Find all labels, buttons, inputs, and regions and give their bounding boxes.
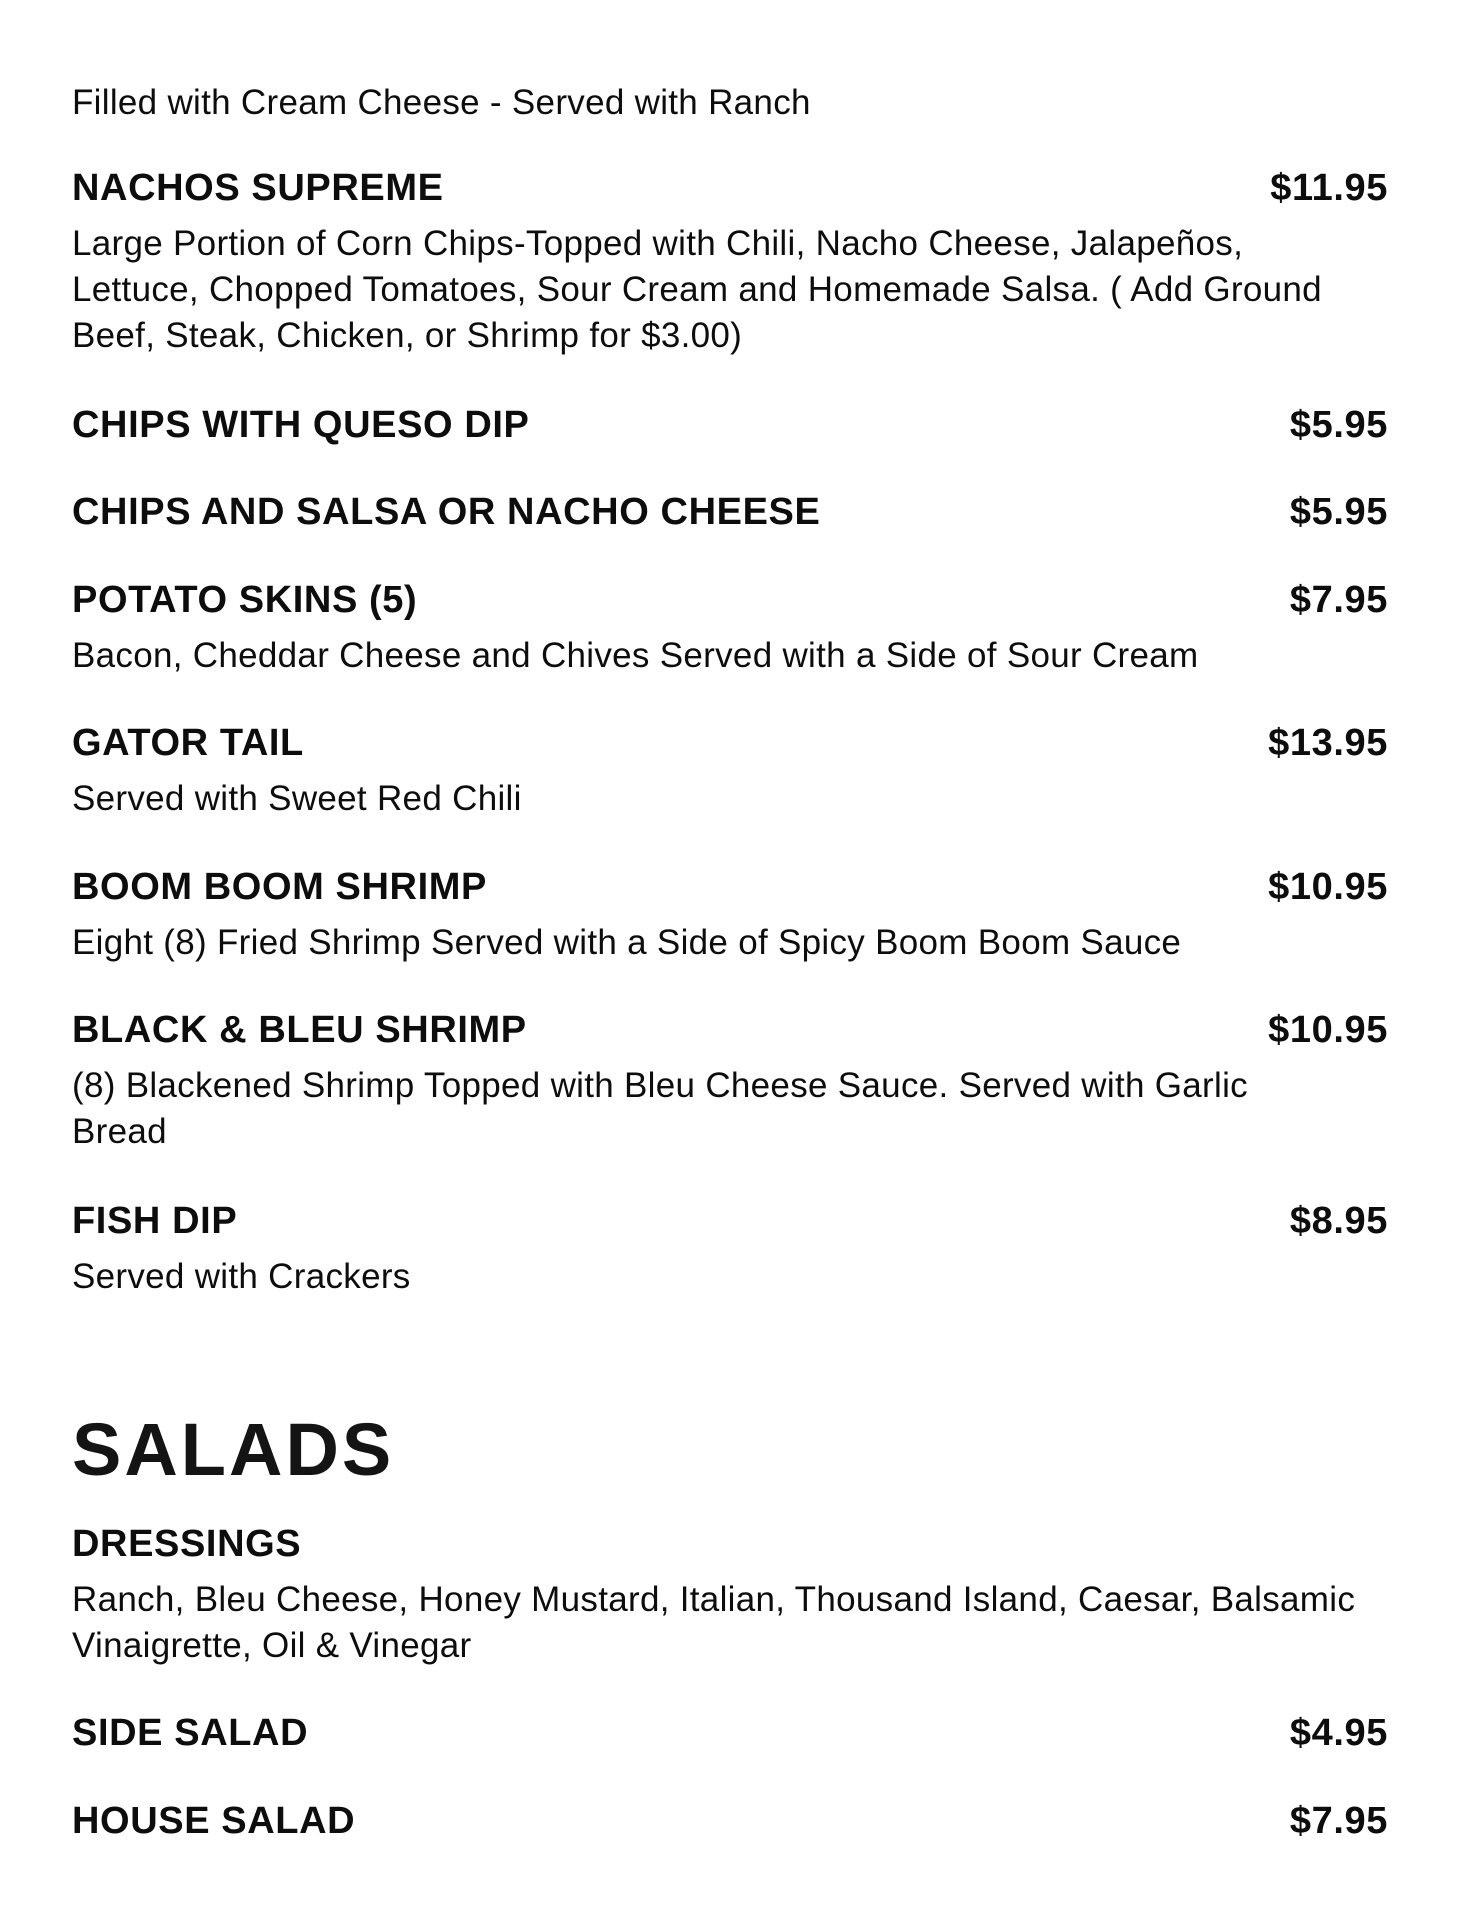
item-description: Ranch, Bleu Cheese, Honey Mustard, Italian, Thousand Island, Caesar, Balsamic Vinaigrette, Oil & Vinegar bbox=[72, 1580, 1356, 1665]
menu-item-fish-dip bbox=[72, 1198, 1388, 1300]
item-name: DRESSINGS bbox=[72, 1523, 302, 1565]
section-title-salads: SALADS bbox=[72, 1408, 395, 1491]
item-price: $13.95 bbox=[1268, 722, 1388, 764]
item-price: $4.95 bbox=[1289, 1712, 1388, 1754]
menu-item-chips-queso bbox=[72, 402, 1388, 448]
item-description: Bacon, Cheddar Cheese and Chives Served with a Side of Sour Cream bbox=[72, 636, 1199, 675]
menu-item-black-bleu-shrimp bbox=[72, 1007, 1388, 1155]
item-name: HOUSE SALAD bbox=[72, 1800, 356, 1842]
item-price: $10.95 bbox=[1268, 866, 1388, 908]
item-name: NACHOS SUPREME bbox=[72, 167, 444, 209]
item-price: $5.95 bbox=[1289, 491, 1388, 533]
menu-item-side-salad bbox=[72, 1710, 1388, 1756]
item-description: Served with Crackers bbox=[72, 1257, 411, 1296]
menu-item-house-salad bbox=[72, 1798, 1388, 1844]
item-name: BLACK & BLEU SHRIMP bbox=[72, 1009, 527, 1051]
item-description: Eight (8) Fried Shrimp Served with a Side of Spicy Boom Boom Sauce bbox=[72, 923, 1182, 962]
item-price: $7.95 bbox=[1289, 579, 1388, 621]
item-price: $8.95 bbox=[1289, 1200, 1388, 1242]
item-name: SIDE SALAD bbox=[72, 1712, 309, 1754]
intro-description: Filled with Cream Cheese - Served with Ranch bbox=[72, 83, 811, 122]
item-description: Large Portion of Corn Chips-Topped with Chili, Nacho Cheese, Jalapeños, Lettuce, Chopped Tomatoes, Sour Cream and Homemade Salsa. ( Add Ground Beef, Steak, Chicken, or Shrimp for $3.00) bbox=[72, 224, 1322, 355]
menu-item-potato-skins bbox=[72, 577, 1388, 679]
item-price: $5.95 bbox=[1289, 404, 1388, 446]
item-name: CHIPS AND SALSA OR NACHO CHEESE bbox=[72, 491, 821, 533]
item-price: $7.95 bbox=[1289, 1800, 1388, 1842]
item-name: CHIPS WITH QUESO DIP bbox=[72, 404, 530, 446]
item-name: BOOM BOOM SHRIMP bbox=[72, 866, 487, 908]
menu-item-nachos-supreme bbox=[72, 165, 1388, 359]
item-description: (8) Blackened Shrimp Topped with Bleu Cheese Sauce. Served with Garlic Bread bbox=[72, 1066, 1248, 1151]
menu-item-gator-tail bbox=[72, 720, 1388, 822]
menu-item-boom-boom-shrimp bbox=[72, 864, 1388, 966]
menu-item-chips-salsa bbox=[72, 489, 1388, 535]
item-name: GATOR TAIL bbox=[72, 722, 304, 764]
item-name: POTATO SKINS (5) bbox=[72, 579, 418, 621]
item-price: $11.95 bbox=[1270, 167, 1388, 209]
item-price: $10.95 bbox=[1268, 1009, 1388, 1051]
menu-item-dressings bbox=[72, 1521, 1388, 1669]
item-name: FISH DIP bbox=[72, 1200, 238, 1242]
item-description: Served with Sweet Red Chili bbox=[72, 779, 522, 818]
